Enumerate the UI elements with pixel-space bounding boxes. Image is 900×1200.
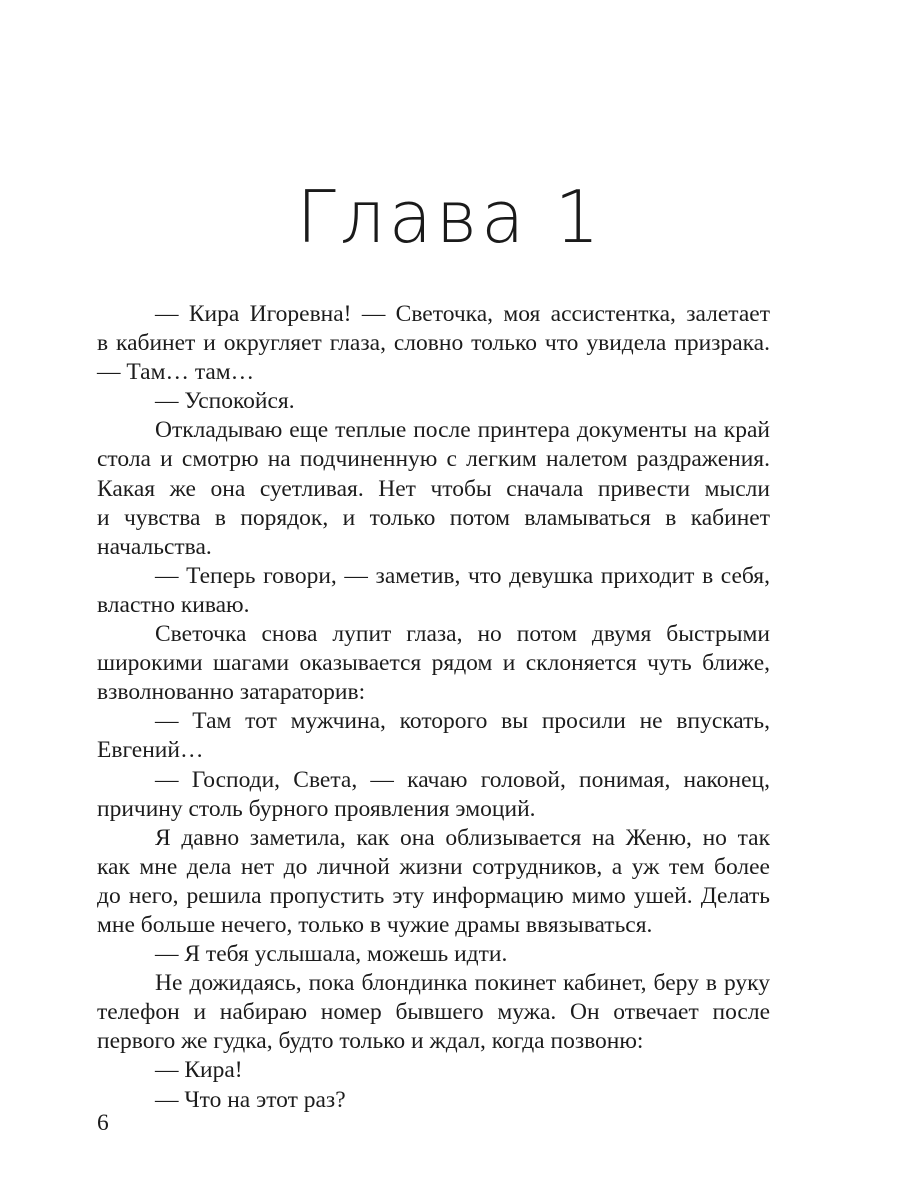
text-line: властно киваю. <box>97 591 250 618</box>
text-line: Я давно заметила, как она облизывается на Женю, но так <box>155 824 770 851</box>
text-line: мне больше нечего, только в чужие драмы ввязываться. <box>97 911 653 938</box>
text-line: — Успокойся. <box>155 388 295 415</box>
text-line: Какая же она суетливая. Нет чтобы сначала привести мысли <box>97 475 770 502</box>
text-line: в кабинет и округляет глаза, словно только что увидела призрака. <box>97 330 770 357</box>
text-line: — Теперь говори, — заметив, что девушка приходит в себя, <box>155 562 770 589</box>
text-line: Откладываю еще теплые после принтера документы на край <box>155 417 770 444</box>
text-line: как мне дела нет до личной жизни сотрудников, а уж тем более <box>97 853 770 880</box>
text-line: — Кира! <box>155 1057 243 1084</box>
text-line: Не дожидаясь, пока блондинка покинет кабинет, беру в руку <box>155 970 770 997</box>
text-line: — Господи, Света, — качаю головой, понимая, наконец, <box>155 766 770 793</box>
text-line: широкими шагами оказывается рядом и склоняется чуть ближе, <box>97 650 770 677</box>
text-line: — Там тот мужчина, которого вы просили не впускать, <box>155 708 770 735</box>
text-line: — Что на этот раз? <box>155 1086 346 1113</box>
text-line: причину столь бурного проявления эмоций. <box>97 795 536 822</box>
text-line: и чувства в порядок, и только потом вламываться в кабинет <box>97 504 770 531</box>
text-line: начальства. <box>97 533 212 560</box>
chapter-title: Глава 1 <box>296 175 604 259</box>
text-line: телефон и набираю номер бывшего мужа. Он отвечает после <box>97 999 770 1026</box>
text-line: Светочка снова лупит глаза, но потом двумя быстрыми <box>155 621 770 648</box>
text-line: — Я тебя услышала, можешь идти. <box>155 941 508 968</box>
text-line: Евгений… <box>97 737 204 764</box>
text-line: — Кира Игоревна! — Светочка, моя ассистентка, залетает <box>155 301 770 327</box>
text-line: первого же гудка, будто только и ждал, когда позвоню: <box>97 1028 644 1055</box>
text-line: стола и смотрю на подчиненную с легким налетом раздражения. <box>97 446 770 473</box>
text-line: — Там… там… <box>97 359 255 386</box>
body-text <box>97 300 770 1115</box>
text-line: взволнованно затараторив: <box>97 679 366 706</box>
text-line: до него, решила пропустить эту информацию мимо ушей. Делать <box>97 882 770 909</box>
page-number: 6 <box>97 1110 109 1136</box>
